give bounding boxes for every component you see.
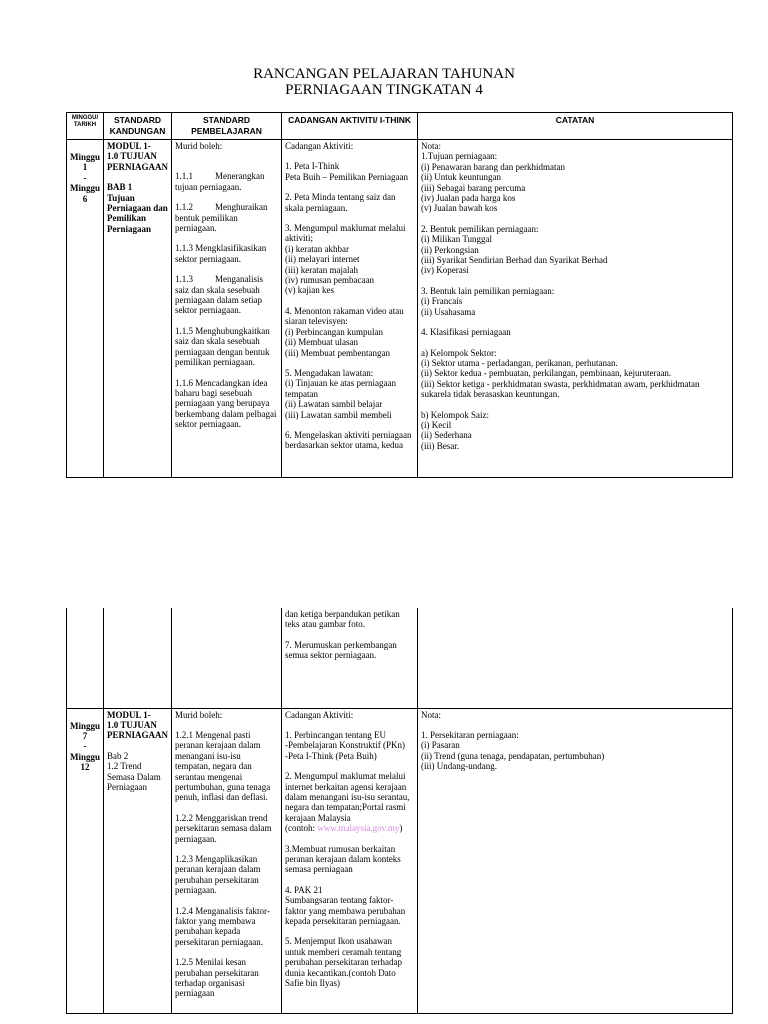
header-cadangan-aktiviti: CADANGAN AKTIVITI/ I-THINK	[282, 113, 418, 140]
standard-pembelajaran-cell	[172, 608, 282, 708]
document-title-line2: PERNIAGAAN TINGKATAN 4	[285, 82, 483, 98]
cadangan-aktiviti-cell: Cadangan Aktiviti: 1. Peta I-Think Peta Buih – Pemilikan Perniagaan 2. Peta Minda tentang saiz dan skala perniagaan. 3. Mengumpul maklumat melalui aktiviti; (i) keratan akhbar (ii) melayari internet (iii) keratan majalah (iv) rumusan pembacaan (v) kajian kes 4. Menonton rakaman video atau siaran televisyen: (i) Perbincangan kumpulan (ii) Membuat ulasan (iii) Membuat pembentangan 5. Mengadakan lawatan: (i) Tinjauan ke atas perniagaan tempatan (ii) Lawatan sambil belajar (iii) Lawatan sambil membeli 6. Mengelaskan aktiviti perniagaan berdasarkan sektor utama, kedua	[282, 140, 418, 478]
standard-pembelajaran-cell: Murid boleh: 1.2.1 Mengenal pasti peranan kerajaan dalam menangani isu-isu tempatan, negara dan serantau mengenai pertumbuhan, guna tenaga penuh, inflasi dan deflasi. 1.2.2 Menggariskan trend persekitaran semasa dalam perniagaan. 1.2.3 Mengaplikasikan peranan kerajaan dalam perubahan persekitaran perniagaan. 1.2.4 Menganalisis faktor-faktor yang membawa perubahan kepada persekitaran perniagaan. 1.2.5 Menilai kesan perubahan persekitaran terhadap organisasi perniagaan	[172, 708, 282, 1013]
week-cell: Minggu 7 - Minggu 12	[67, 708, 104, 1013]
standard-kandungan-cell: MODUL 1- 1.0 TUJUAN PERNIAGAAN Bab 2 1.2 Trend Semasa Dalam Perniagaan	[104, 708, 172, 1013]
week-cell: Minggu 1 - Minggu 6	[67, 140, 104, 478]
catatan-cell	[418, 608, 733, 708]
catatan-cell: Nota: 1. Persekitaran perniagaan: (i) Pasaran (ii) Trend (guna tenaga, pendapatan, pertumbuhan) (iii) Undang-undang.	[418, 708, 733, 1013]
standard-kandungan-cell: MODUL 1- 1.0 TUJUAN PERNIAGAAN BAB 1 Tujuan Perniagaan dan Pemilikan Perniagaan	[104, 140, 172, 478]
standard-kandungan-cell	[104, 608, 172, 708]
document-title-line1: RANCANGAN PELAJARAN TAHUNAN	[253, 66, 515, 82]
cadangan-aktiviti-cell: Cadangan Aktiviti: 1. Perbincangan tentang EU -Pembelajaran Konstruktif (PKn) -Peta I-Think (Peta Buih) 2. Mengumpul maklumat melalui internet berkaitan agensi kerajaan dalam menangani isu-isu serantau, negara dan tempatan;Portal rasmi kerajaan Malaysia (contoh: www.malaysia.gov.my) 3.Membuat rumusan berkaitan peranan kerajaan dalam konteks semasa perniagaan 4. PAK 21 Sumbangsaran tentang faktor-faktor yang membawa perubahan kepada persekitaran perniagaan. 5. Menjemput Ikon usahawan untuk memberi ceramah tentang perubahan persekitaran terhadap dunia kecantikan.(contoh Dato Safie bin Ilyas)	[282, 708, 418, 1013]
header-catatan: CATATAN	[418, 113, 733, 140]
header-minggu: MINGGU/ TARIKH	[67, 113, 104, 140]
week-cell	[67, 608, 104, 708]
lesson-plan-table-page2	[66, 608, 733, 1014]
header-standard-kandungan: STANDARD KANDUNGAN	[104, 113, 172, 140]
catatan-cell: Nota: 1.Tujuan perniagaan: (i) Penawaran barang dan perkhidmatan (ii) Untuk keuntungan (iii) Sebagai barang percuma (iv) Jualan pada harga kos (v) Jualan bawah kos 2. Bentuk pemilikan perniagaan: (i) Milikan Tunggal (ii) Perkongsian (iii) Syarikat Sendirian Berhad dan Syarikat Berhad (iv) Koperasi 3. Bentuk lain pemilikan perniagaan: (i) Francais (ii) Usahasama 4. Klasifikasi perniagaan a) Kelompok Sektor: (i) Sektor utama - perladangan, perikanan, perhutanan. (ii) Sektor kedua - pembuatan, perkilangan, pembinaan, kejuruteraan. (iii) Sektor ketiga - perkhidmatan swasta, perkhidmatan awam, perkhidmatan sukarela tidak berasaskan keuntungan. b) Kelompok Saiz: (i) Kecil (ii) Sederhana (iii) Besar.	[418, 140, 733, 478]
header-standard-pembelajaran: STANDARD PEMBELAJARAN	[172, 113, 282, 140]
table-row	[67, 708, 733, 1013]
lesson-plan-table-page1	[66, 112, 733, 478]
cadangan-aktiviti-cell: dan ketiga berpandukan petikan teks atau gambar foto. 7. Merumuskan perkembangan semua sektor perniagaan.	[282, 608, 418, 708]
standard-pembelajaran-cell: Murid boleh: 1.1.1 Menerangkan tujuan perniagaan. 1.1.2 Menghuraikan bentuk pemilikan perniagaan. 1.1.3 Mengklasifikasikan sektor perniagaan. 1.1.3 Menganalisis saiz dan skala sesebuah perniagaan dalam setiap sektor perniagaan. 1.1.5 Menghubungkaitkan saiz dan skala sesebuah perniagaan dengan bentuk pemilikan perniagaan. 1.1.6 Mencadangkan idea baharu bagi sesebuah perniagaan yang berupaya berkembang dalam pelbagai sektor perniagaan.	[172, 140, 282, 478]
table-row	[67, 140, 733, 478]
table-row	[67, 608, 733, 708]
malaysia-gov-link[interactable]: www.malaysia.gov.my	[317, 823, 400, 834]
header-row	[67, 113, 733, 140]
